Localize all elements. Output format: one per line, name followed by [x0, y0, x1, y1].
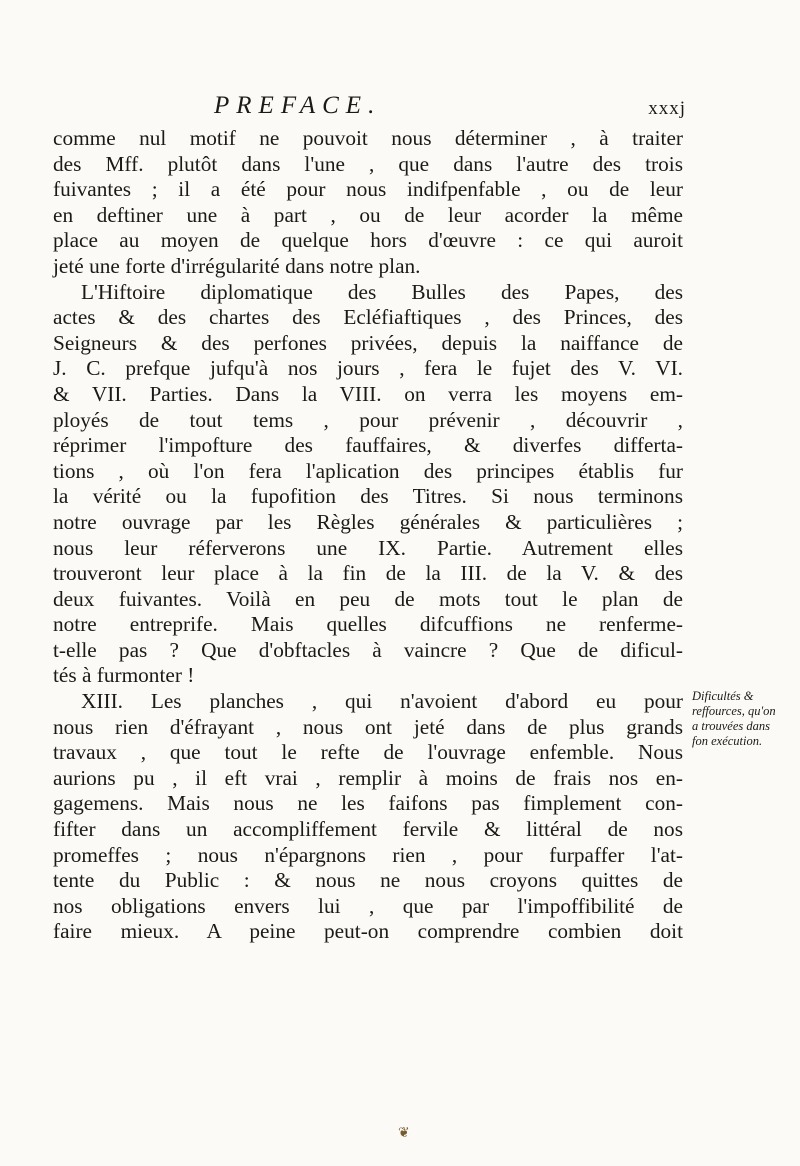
text-line: la vérité ou la fupofition des Titres. Si nous terminons: [53, 484, 683, 509]
margin-note-line: fon exécution.: [692, 734, 763, 748]
text-line: fuivantes ; il a été pour nous indifpenfable , ou de leur: [53, 177, 683, 202]
text-line: trouveront leur place à la fin de la III. de la V. & des: [53, 561, 683, 586]
margin-note-line: a trouvées dans: [692, 719, 770, 733]
text-line: tions , où l'on fera l'aplication des principes établis fur: [53, 458, 683, 483]
text-line: L'Hiftoire diplomatique des Bulles des Papes, des: [81, 279, 683, 304]
text-line: gagemens. Mais nous ne les faifons pas fimplement con-: [53, 791, 683, 816]
text-line: Seigneurs & des perfones privées, depuis la naiffance de: [53, 330, 683, 355]
text-line: en deftiner une à part , ou de leur acorder la même: [53, 202, 683, 227]
text-line: & VII. Parties. Dans la VIII. on verra les moyens em-: [53, 381, 683, 406]
text-line: tente du Public : & nous ne nous croyons quittes de: [53, 868, 683, 893]
page-number: xxxj: [648, 98, 686, 119]
text-line: notre entreprife. Mais quelles difcuffions ne renferme-: [53, 612, 683, 637]
text-line: J. C. prefque jufqu'à nos jours , fera le fujet des V. VI.: [53, 356, 683, 381]
text-line: nous leur réferverons une IX. Partie. Autrement elles: [53, 535, 683, 560]
text-line: actes & des chartes des Ecléfiaftiques , des Princes, des: [53, 305, 683, 330]
text-line: deux fuivantes. Voilà en peu de mots tout le plan de: [53, 586, 683, 611]
text-line: réprimer l'impofture des fauffaires, & diverfes differta-: [53, 433, 683, 458]
text-line: notre ouvrage par les Règles générales & particulières ;: [53, 509, 683, 534]
text-line: nos obligations envers lui , que par l'impoffibilité de: [53, 893, 683, 918]
text-line: nous rien d'éfrayant , nous ont jeté dans de plus grands: [53, 714, 683, 739]
text-line: faire mieux. A peine peut-on comprendre combien doit: [53, 919, 683, 944]
running-title: PREFACE.: [214, 92, 382, 119]
margin-note-line: reffources, qu'on: [692, 704, 776, 718]
body-text: [53, 126, 683, 945]
text-line: t-elle pas ? Que d'obftacles à vaincre ? Que de dificul-: [53, 637, 683, 662]
text-line: aurions pu , il eft vrai , remplir à moins de frais nos en-: [53, 765, 683, 790]
text-line: tés à furmonter !: [53, 663, 195, 688]
text-line: des Mff. plutôt dans l'une , que dans l'autre des trois: [53, 151, 683, 176]
text-line: comme nul motif ne pouvoit nous déterminer , à traiter: [53, 126, 683, 150]
text-line: ployés de tout tems , pour prévenir , découvrir ,: [53, 407, 683, 432]
printer-mark-icon: ❦: [398, 1126, 410, 1141]
text-line: place au moyen de quelque hors d'œuvre : ce qui auroit: [53, 228, 683, 253]
page-header: [96, 92, 686, 128]
text-line: promeffes ; nous n'épargnons rien , pour furpaffer l'at-: [53, 842, 683, 867]
margin-note: [692, 689, 798, 749]
text-line: fifter dans un accompliffement fervile & littéral de nos: [53, 817, 683, 842]
text-line: travaux , que tout le refte de l'ouvrage enfemble. Nous: [53, 740, 683, 765]
text-line: jeté une forte d'irrégularité dans notre plan.: [53, 253, 421, 278]
text-line: XIII. Les planches , qui n'avoient d'abord eu pour: [81, 689, 683, 714]
margin-note-line: Dificultés &: [692, 689, 754, 703]
